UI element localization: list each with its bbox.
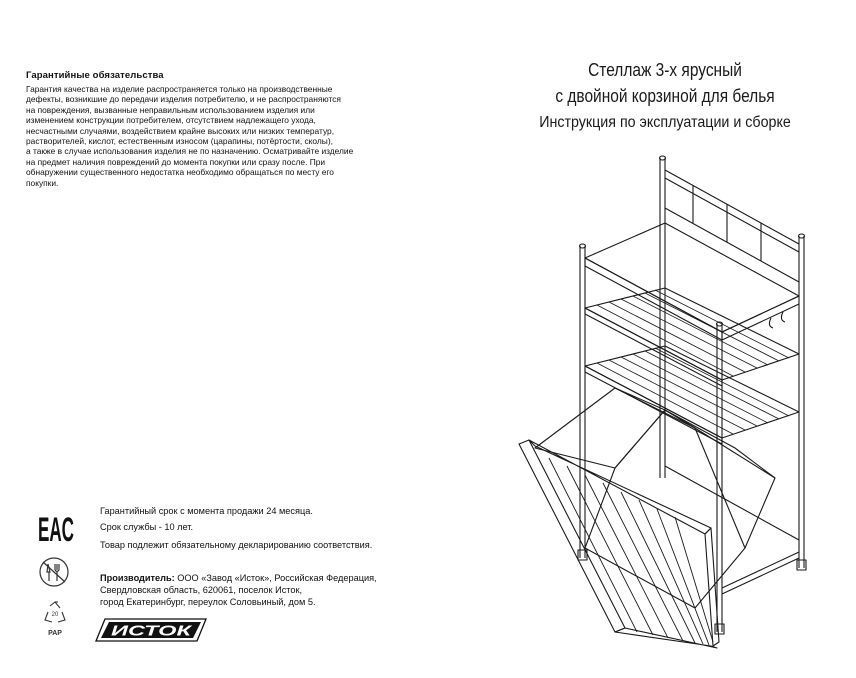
service-life: Срок службы - 10 лет. <box>100 522 194 532</box>
warranty-line: несчастными случаями, воздействием крайне высоких или низких температур, <box>26 125 335 136</box>
not-for-food-icon <box>38 556 70 588</box>
warranty-line: растворителей, кислот, естественным износом (царапины, потёртости, сколы), <box>26 136 333 147</box>
recycle-pap-icon <box>42 600 68 638</box>
warranty-text <box>26 84 414 188</box>
manufacturer-line2: Свердловская область, 620061, поселок Исток, <box>100 585 303 595</box>
svg-text:ИСТОК: ИСТОК <box>111 622 194 640</box>
eac-mark-icon <box>36 508 76 549</box>
warranty-line: а также в случае использования изделия не по назначению. Осматривайте изделие <box>26 146 354 157</box>
warranty-line: Гарантия качества на изделие распространяется только на производственные <box>26 84 333 94</box>
svg-text:PAP: PAP <box>48 630 62 637</box>
manufacturer-line3: город Екатеринбург, переулок Соловьиный, дом 5. <box>100 597 316 607</box>
warranty-line: изменением конструкции потребителем, отсутствием надлежащего ухода, <box>26 115 316 126</box>
manufacturer-label: Производитель: <box>100 573 175 583</box>
product-title-line1: Стеллаж 3-х ярусный <box>588 60 742 80</box>
product-title-line2: с двойной корзиной для белья <box>555 86 775 106</box>
warranty-period: Гарантийный срок с момента продажи 24 месяца. <box>100 506 313 516</box>
product-subtitle: Инструкция по эксплуатации и сборке <box>539 114 791 131</box>
svg-text:EAC: EAC <box>38 511 74 549</box>
manufacturer-name: ООО «Завод «Исток», Российская Федерация, <box>174 573 377 583</box>
warranty-line: дефекты, возникшие до передачи изделия потребителю, и не распространяются <box>26 94 341 105</box>
manufacturer-line1 <box>100 573 377 584</box>
declaration: Товар подлежит обязательному декларированию соответствия. <box>100 540 373 550</box>
warranty-title: Гарантийные обязательства <box>26 70 164 81</box>
svg-text:20: 20 <box>51 612 59 618</box>
warranty-line: на предмет наличия повреждений до момента покупки или сразу после. При <box>26 156 326 167</box>
shelf-illustration <box>505 148 825 648</box>
brand-logo <box>95 618 207 642</box>
warranty-line: покупки. <box>26 177 59 188</box>
warranty-line: на повреждения, вызванные неправильным использованием изделия или <box>26 104 315 115</box>
warranty-line: обнаружении существенного недостатка необходимо обращаться по месту его <box>26 167 334 178</box>
